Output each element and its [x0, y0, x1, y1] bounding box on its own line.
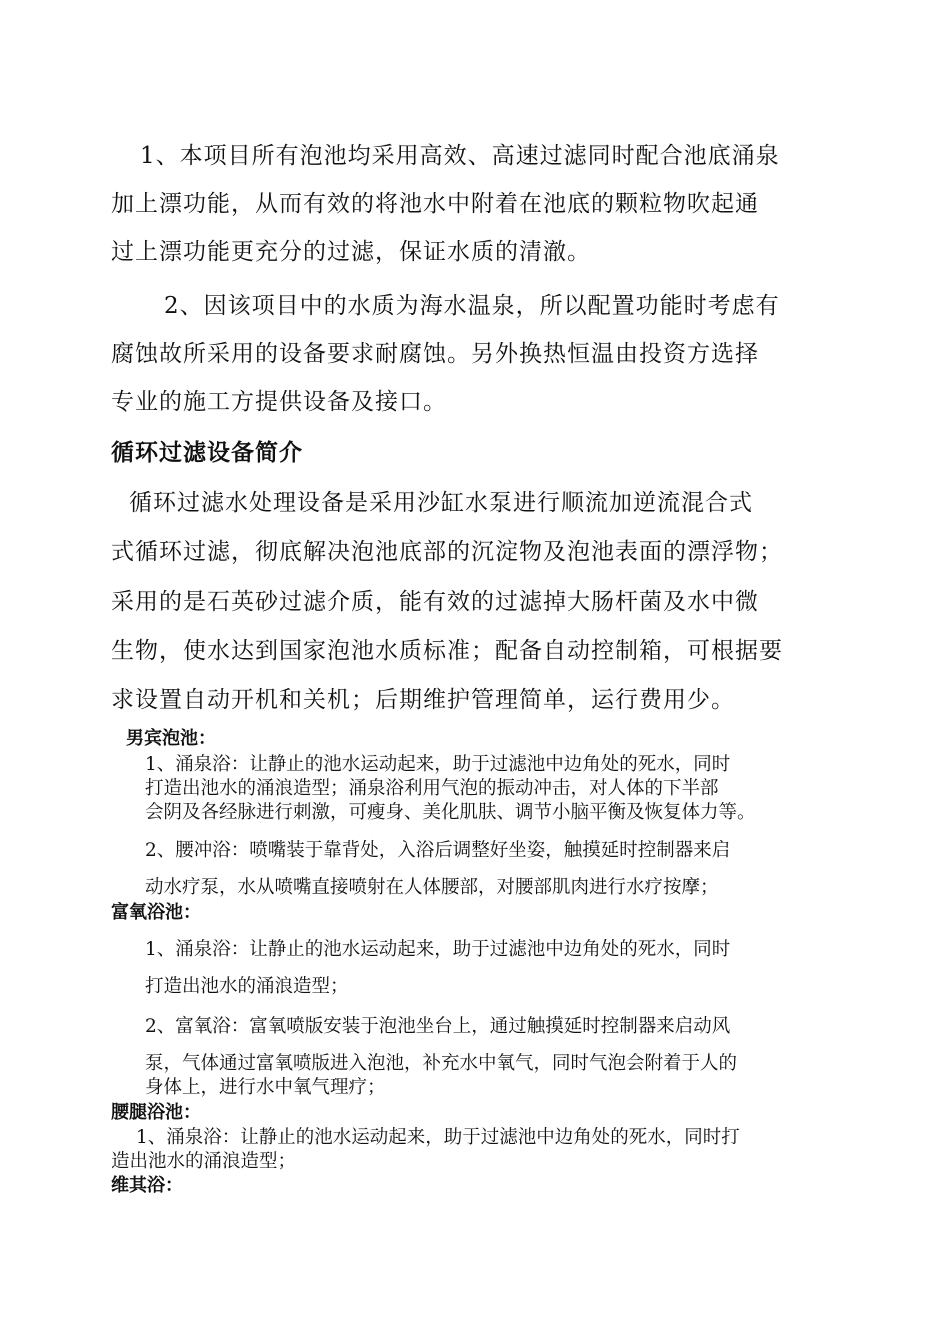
male-pool-item2-line: 动水疗泵，水从喷嘴直接喷射在人体腰部，对腰部肌肉进行水疗按摩；	[145, 877, 719, 898]
oxygen-pool-title: 富氧浴池：	[111, 902, 201, 923]
oxygen-pool-item2-line: 2、富氧浴：富氧喷版安装于泡池坐台上，通过触摸延时控制器来启动风	[145, 1016, 731, 1037]
male-pool-title: 男宾泡池：	[126, 728, 216, 749]
paragraph1-line: 过上漂功能更充分的过滤，保证水质的清澈。	[111, 239, 591, 265]
paragraph3-line: 式循环过滤，彻底解决泡池底部的沉淀物及泡池表面的漂浮物；	[111, 539, 783, 565]
male-pool-item2-line: 2、腰冲浴：喷嘴装于靠背处，入浴后调整好坐姿，触摸延时控制器来启	[145, 840, 731, 861]
waist-leg-pool-item1-line: 造出池水的涌浪造型；	[111, 1151, 297, 1172]
paragraph2-line: 专业的施工方提供设备及接口。	[111, 389, 447, 415]
oxygen-pool-item2-line: 泵，气体通过富氧喷版进入泡池，补充水中氧气，同时气泡会附着于人的	[145, 1053, 738, 1074]
paragraph3-line: 循环过滤水处理设备是采用沙缸水泵进行顺流加逆流混合式	[129, 490, 753, 516]
paragraph1-line: 1、本项目所有泡池均采用高效、高速过滤同时配合池底涌泉	[140, 143, 780, 169]
oxygen-pool-item2-line: 身体上，进行水中氧气理疗；	[145, 1077, 386, 1098]
oxygen-pool-item1-line: 打造出池水的涌浪造型；	[145, 976, 349, 997]
section-heading: 循环过滤设备简介	[111, 439, 303, 466]
paragraph3-line: 求设置自动开机和关机；后期维护管理简单，运行费用少。	[111, 687, 735, 713]
paragraph2-line: 2、因该项目中的水质为海水温泉，所以配置功能时考虑有	[164, 293, 780, 319]
paragraph1-line: 加上漂功能，从而有效的将池水中附着在池底的颗粒物吹起通	[111, 191, 759, 217]
male-pool-item1-line: 打造出池水的涌浪造型；涌泉浴利用气泡的振动冲击，对人体的下半部	[145, 778, 719, 799]
waist-leg-pool-title: 腰腿浴池：	[111, 1102, 201, 1123]
paragraph3-line: 生物，使水达到国家泡池水质标准；配备自动控制箱，可根据要	[111, 638, 783, 664]
paragraph2-line: 腐蚀故所采用的设备要求耐腐蚀。另外换热恒温由投资方选择	[111, 341, 759, 367]
male-pool-item1-line: 会阴及各经脉进行刺激，可瘦身、美化肌肤、调节小脑平衡及恢复体力等。	[145, 802, 756, 823]
waist-leg-pool-item1-line: 1、涌泉浴：让静止的池水运动起来，助于过滤池中边角处的死水，同时打	[136, 1127, 740, 1148]
oxygen-pool-item1-line: 1、涌泉浴：让静止的池水运动起来，助于过滤池中边角处的死水，同时	[145, 939, 731, 960]
male-pool-item1-line: 1、涌泉浴：让静止的池水运动起来，助于过滤池中边角处的死水，同时	[145, 754, 731, 775]
paragraph3-line: 采用的是石英砂过滤介质，能有效的过滤掉大肠杆菌及水中微	[111, 589, 759, 615]
vichy-title: 维其浴：	[111, 1175, 183, 1196]
